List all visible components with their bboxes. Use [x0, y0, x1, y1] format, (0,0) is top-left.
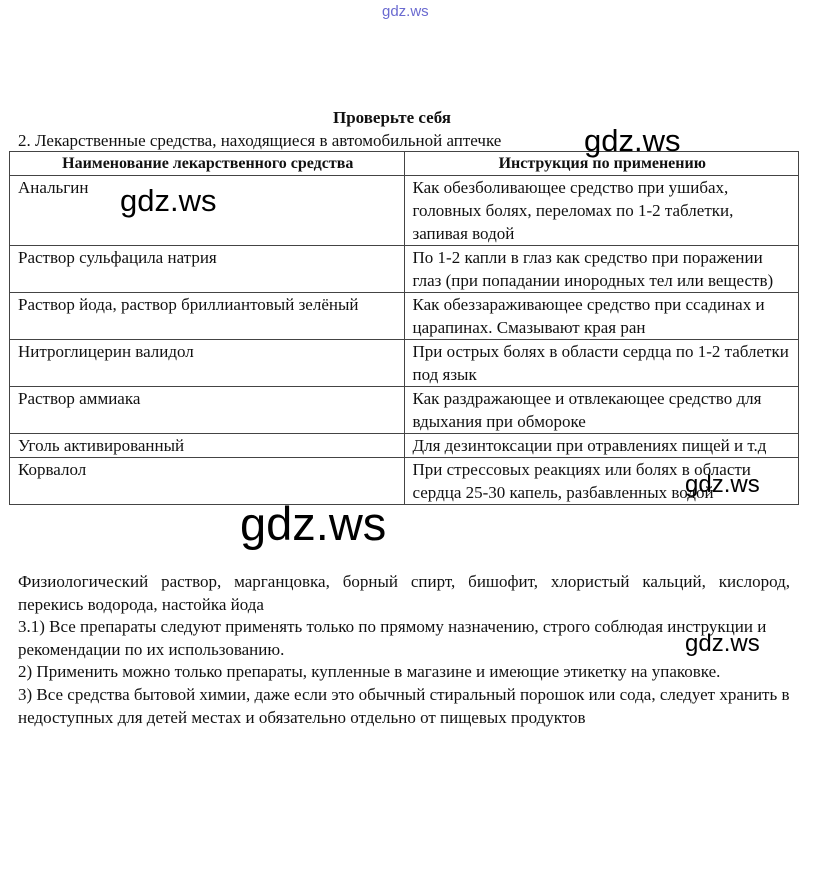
watermark: gdz.ws [685, 471, 760, 498]
medicine-name: Раствор сульфацила натрия [10, 246, 405, 293]
column-header-name: Наименование лекарственного средства [10, 152, 405, 176]
page-title: Проверьте себя [333, 108, 451, 127]
watermark: gdz.ws [685, 630, 760, 657]
medicine-instruction: При острых болях в области сердца по 1-2 таблетки под язык [404, 340, 799, 387]
medicine-instruction: Для дезинтоксации при отравлениях пищей и т.д [404, 434, 799, 458]
section-heading: 2. Лекарственные средства, находящиеся в автомобильной аптечке [18, 131, 502, 150]
medicine-instruction: Как обеззараживающее средство при ссадинах и царапинах. Смазывают края ран [404, 293, 799, 340]
table-row [10, 340, 799, 387]
medicine-name: Анальгин [10, 176, 405, 246]
top-watermark: gdz.ws [382, 3, 429, 20]
medicine-instruction: При стрессовых реакциях или болях в области сердца 25-30 капель, разбавленных водой [404, 458, 799, 505]
rule-paragraph-1: 3.1) Все препараты следуют применять только по прямому назначению, строго соблюдая инструкции и рекомендации по их использованию. [18, 617, 767, 659]
medicine-instruction: Как обезболивающее средство при ушибах, головных болях, переломах по 1-2 таблетки, запивая водой [404, 176, 799, 246]
medicine-name: Раствор йода, раствор бриллиантовый зелёный [10, 293, 405, 340]
rule-paragraph-2: 2) Применить можно только препараты, купленные в магазине и имеющие этикетку на упаковке. [18, 662, 721, 682]
medicine-list-paragraph: Физиологический раствор, марганцовка, борный спирт, бишофит, хлористый кальций, кислород, перекись водорода, настойка йода [18, 572, 790, 614]
watermark: gdz.ws [584, 123, 681, 158]
watermark: gdz.ws [120, 183, 217, 218]
medicine-instruction: Как раздражающее и отвлекающее средство для вдыхания при обмороке [404, 387, 799, 434]
medicine-name: Корвалол [10, 458, 405, 505]
table-row [10, 434, 799, 458]
table-row [10, 387, 799, 434]
table-row [10, 458, 799, 505]
answer-text [18, 571, 790, 729]
medicine-name: Раствор аммиака [10, 387, 405, 434]
rule-paragraph-3: 3) Все средства бытовой химии, даже если это обычный стиральный порошок или сода, следует хранить в недоступных для детей местах и обязательно отдельно от пищевых продуктов [18, 684, 790, 727]
medicine-name: Нитроглицерин валидол [10, 340, 405, 387]
medicine-instruction: По 1-2 капли в глаз как средство при поражении глаз (при попадании инородных тел или веществ) [404, 246, 799, 293]
watermark: gdz.ws [240, 497, 387, 550]
table-row [10, 293, 799, 340]
column-header-instruction: Инструкция по применению [404, 152, 799, 176]
table-row [10, 246, 799, 293]
medicine-name: Уголь активированный [10, 434, 405, 458]
